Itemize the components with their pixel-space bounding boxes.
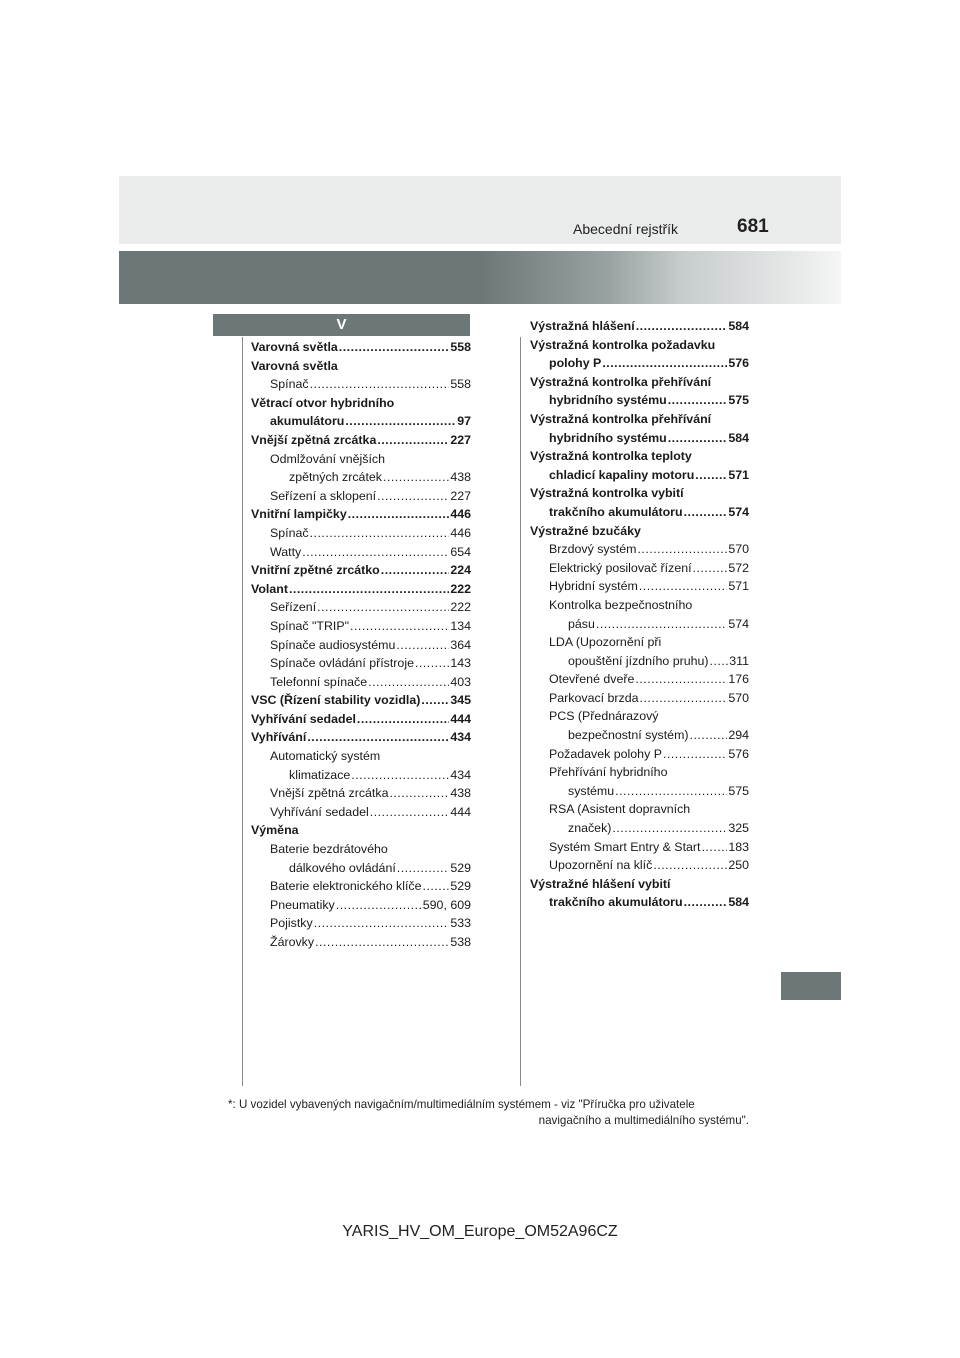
index-entry xyxy=(251,543,471,562)
index-entry-page: 575 xyxy=(728,783,749,798)
index-entry-page: 227 xyxy=(450,432,471,447)
index-entry-text: Spínač "TRIP" xyxy=(270,618,350,633)
index-entry-text: Výstražné hlášení vybití xyxy=(530,876,671,891)
index-entry xyxy=(530,633,749,652)
dot-leader xyxy=(383,468,449,487)
index-entry-text: Výstražná kontrolka teploty xyxy=(530,449,692,464)
index-entry xyxy=(251,766,471,785)
index-entry-text: hybridního systému xyxy=(549,393,667,408)
index-entry-page: 345 xyxy=(450,693,471,708)
index-entry xyxy=(530,838,749,857)
index-entry-text: bezpečnostní systém) xyxy=(568,728,689,743)
dot-leader xyxy=(317,598,449,617)
index-entry xyxy=(530,317,749,336)
index-entry-page: 576 xyxy=(728,746,749,761)
dot-leader xyxy=(357,710,449,729)
index-entry-page: 134 xyxy=(450,618,471,633)
index-entry xyxy=(530,763,749,782)
index-entry-page: 403 xyxy=(450,674,471,689)
index-entry-page: 97 xyxy=(457,414,471,429)
index-entry-text: Výstražná kontrolka vybití xyxy=(530,486,684,501)
dot-leader xyxy=(695,466,727,485)
index-entry xyxy=(251,840,471,859)
dot-leader xyxy=(310,375,450,394)
index-entry-text: Výstražná kontrolka požadavku xyxy=(530,337,716,352)
index-entry xyxy=(530,354,749,373)
index-entry-page: 529 xyxy=(450,879,471,894)
index-entry-text: RSA (Asistent dopravních xyxy=(549,802,691,817)
index-entry xyxy=(251,412,471,431)
index-entry-text: Seřízení a sklopení xyxy=(270,488,377,503)
index-entry xyxy=(530,707,749,726)
index-entry-page: 311 xyxy=(729,653,749,668)
dot-leader xyxy=(350,617,449,636)
index-entry-text: pásu xyxy=(568,616,595,631)
dot-leader xyxy=(345,412,456,431)
index-entry xyxy=(530,429,749,448)
index-entry xyxy=(251,338,471,357)
index-entry xyxy=(251,636,471,655)
dot-leader xyxy=(289,580,449,599)
index-entry xyxy=(251,524,471,543)
index-entry xyxy=(251,710,471,729)
dot-leader xyxy=(612,819,727,838)
index-entry xyxy=(251,505,471,524)
index-entry-page: 529 xyxy=(450,860,471,875)
header-gradient-bar xyxy=(119,251,841,304)
index-entry-text: značek) xyxy=(568,821,612,836)
index-entry-text: Elektrický posilovač řízení xyxy=(549,560,692,575)
index-entry-text: Parkovací brzda xyxy=(549,690,639,705)
index-entry-text: Baterie elektronického klíče xyxy=(270,879,422,894)
index-entry xyxy=(251,673,471,692)
dot-leader xyxy=(310,524,450,543)
index-entry-text: Výstražná hlášení xyxy=(530,319,635,333)
index-column-left xyxy=(251,338,471,952)
index-entry-text: Spínače audiosystému xyxy=(270,637,396,652)
index-entry xyxy=(251,598,471,617)
index-entry xyxy=(251,450,471,469)
index-entry xyxy=(251,803,471,822)
dot-leader xyxy=(339,338,450,357)
document-code: YARIS_HV_OM_Europe_OM52A96CZ xyxy=(342,1223,618,1240)
index-entry xyxy=(251,357,471,376)
dot-leader xyxy=(710,652,729,671)
index-entry xyxy=(251,617,471,636)
index-entry-text: Vyhřívání xyxy=(251,730,307,745)
index-entry-text: Varovná světla xyxy=(251,340,338,354)
dot-leader xyxy=(668,429,728,448)
index-entry xyxy=(530,540,749,559)
index-entry xyxy=(530,670,749,689)
header-band xyxy=(119,176,841,244)
index-entry-page: 222 xyxy=(450,581,471,596)
index-entry xyxy=(530,447,749,466)
index-entry-page: 654 xyxy=(450,544,471,559)
index-entry xyxy=(530,856,749,875)
index-entry-text: opouštění jízdního pruhu) xyxy=(568,653,709,668)
index-entry-text: systému xyxy=(568,783,615,798)
dot-leader xyxy=(596,615,727,634)
index-entry-text: Výstražné bzučáky xyxy=(530,523,641,538)
index-entry xyxy=(251,431,471,450)
index-entry-text: Přehřívání hybridního xyxy=(549,765,668,780)
dot-leader xyxy=(368,673,449,692)
dot-leader xyxy=(397,859,450,878)
dot-leader xyxy=(348,505,450,524)
index-entry xyxy=(530,726,749,745)
index-entry xyxy=(251,896,471,915)
index-entry-text: Automatický systém xyxy=(270,749,381,764)
dot-leader xyxy=(314,914,450,933)
index-entry xyxy=(251,487,471,506)
index-entry xyxy=(530,596,749,615)
dot-leader xyxy=(351,766,449,785)
index-entry xyxy=(251,691,471,710)
index-entry-page: 584 xyxy=(728,430,749,445)
dot-leader xyxy=(615,782,727,801)
index-entry xyxy=(530,819,749,838)
dot-leader xyxy=(423,877,450,896)
index-entry xyxy=(251,580,471,599)
index-entry-text: Seřízení xyxy=(270,600,317,615)
index-entry-page: 438 xyxy=(450,786,471,801)
index-entry xyxy=(251,728,471,747)
index-entry xyxy=(530,391,749,410)
index-entry-page: 222 xyxy=(450,600,471,615)
dot-leader xyxy=(315,933,449,952)
index-entry-text: Pojistky xyxy=(270,916,313,931)
index-entry-text: Výstražná kontrolka přehřívání xyxy=(530,411,712,426)
index-entry xyxy=(530,577,749,596)
index-entry-text: Hybridní systém xyxy=(549,579,638,594)
dot-leader xyxy=(415,654,449,673)
footnote xyxy=(228,1097,749,1128)
dot-leader xyxy=(636,317,728,336)
index-entry-text: Požadavek polohy P xyxy=(549,746,662,761)
index-entry-text: Výměna xyxy=(251,823,299,838)
index-entry xyxy=(530,503,749,522)
index-entry-text: dálkového ovládání xyxy=(289,860,396,875)
index-entry-text: Pneumatiky xyxy=(270,897,335,912)
dot-leader xyxy=(336,896,422,915)
index-entry-text: LDA (Upozornění při xyxy=(549,635,662,650)
index-entry xyxy=(251,821,471,840)
index-entry xyxy=(530,373,749,392)
index-entry-text: trakčního akumulátoru xyxy=(549,504,683,519)
index-entry-text: trakčního akumulátoru xyxy=(549,895,683,910)
index-entry-text: Brzdový systém xyxy=(549,542,637,557)
index-entry-page: 434 xyxy=(450,767,471,782)
index-entry-text: Varovná světla xyxy=(251,358,338,373)
dot-leader xyxy=(684,503,728,522)
dot-leader xyxy=(653,856,727,875)
column-divider-left xyxy=(242,337,243,1086)
index-entry-page: 584 xyxy=(728,895,749,910)
column-divider-right xyxy=(520,337,521,1086)
index-entry-text: chladicí kapaliny motoru xyxy=(549,467,695,482)
index-entry xyxy=(530,745,749,764)
index-entry xyxy=(530,652,749,671)
index-entry-page: 294 xyxy=(728,728,749,743)
index-entry-page: 533 xyxy=(450,916,471,931)
index-entry xyxy=(530,559,749,578)
dot-leader xyxy=(377,487,449,506)
index-entry-text: Vyhřívání sedadel xyxy=(270,804,369,819)
index-entry-page: 571 xyxy=(728,579,749,594)
dot-leader xyxy=(637,540,727,559)
index-entry-page: 558 xyxy=(450,340,471,354)
index-entry xyxy=(530,893,749,912)
footnote-line-1: *: U vozidel vybavených navigačním/multimediálním systémem - viz "Příručka pro uživatele xyxy=(228,1098,695,1111)
index-entry-page: 176 xyxy=(728,672,749,687)
index-entry xyxy=(251,561,471,580)
index-entry-text: Systém Smart Entry & Start xyxy=(549,839,701,854)
index-entry-page: 250 xyxy=(728,858,749,873)
index-entry-page: 574 xyxy=(728,616,749,631)
index-entry-text: Otevřené dveře xyxy=(549,672,635,687)
index-entry-text: PCS (Přednárazový xyxy=(549,709,659,724)
index-entry-page: 224 xyxy=(450,563,471,578)
index-entry-page: 444 xyxy=(450,804,471,819)
index-entry-page: 143 xyxy=(450,656,471,671)
index-entry-page: 570 xyxy=(728,542,749,557)
index-entry xyxy=(251,394,471,413)
index-entry-page: 538 xyxy=(450,935,471,949)
index-entry-page: 575 xyxy=(728,393,749,408)
index-entry xyxy=(530,466,749,485)
index-entry xyxy=(530,689,749,708)
index-entry-text: Spínač xyxy=(270,377,309,392)
index-entry xyxy=(530,875,749,894)
index-entry xyxy=(251,654,471,673)
index-entry-page: 444 xyxy=(450,711,471,726)
dot-leader xyxy=(684,893,728,912)
dot-leader xyxy=(307,728,449,747)
index-entry-text: Kontrolka bezpečnostního xyxy=(549,597,693,612)
index-entry xyxy=(530,800,749,819)
index-entry xyxy=(251,468,471,487)
index-entry xyxy=(530,336,749,355)
index-entry-text: Telefonní spínače xyxy=(270,674,368,689)
dot-leader xyxy=(396,636,449,655)
index-entry-page: 446 xyxy=(450,507,471,522)
index-entry-text: klimatizace xyxy=(289,767,351,782)
dot-leader xyxy=(690,726,728,745)
thumb-index-tab xyxy=(781,972,841,1000)
dot-leader xyxy=(381,561,450,580)
index-entry xyxy=(251,914,471,933)
index-entry xyxy=(530,484,749,503)
index-entry-text: Výstražná kontrolka přehřívání xyxy=(530,374,712,389)
dot-leader xyxy=(640,689,728,708)
index-entry-text: Žárovky xyxy=(270,935,315,949)
index-entry xyxy=(251,784,471,803)
index-entry-text: Odmlžování vnějších xyxy=(270,451,386,466)
index-entry xyxy=(530,410,749,429)
index-letter-heading: V xyxy=(213,314,470,336)
index-entry-text: akumulátoru xyxy=(270,414,345,429)
index-entry-page: 558 xyxy=(450,377,471,392)
index-entry-page: 446 xyxy=(450,525,471,540)
index-entry-page: 571 xyxy=(728,467,749,482)
index-entry-page: 364 xyxy=(450,637,471,652)
index-entry xyxy=(251,877,471,896)
index-column-right xyxy=(530,317,749,912)
index-entry xyxy=(530,782,749,801)
dot-leader xyxy=(693,559,728,578)
index-entry-text: Vnitřní lampičky xyxy=(251,507,347,522)
index-entry xyxy=(251,933,471,952)
index-entry-text: Spínače ovládání přístroje xyxy=(270,656,414,671)
index-entry-page: 183 xyxy=(728,839,749,854)
index-entry-page: 227 xyxy=(450,488,471,503)
index-entry-text: hybridního systému xyxy=(549,430,667,445)
index-entry-text: zpětných zrcátek xyxy=(289,470,382,485)
index-entry xyxy=(251,859,471,878)
dot-leader xyxy=(302,543,449,562)
index-entry-text: VSC (Řízení stability vozidla) xyxy=(251,693,421,708)
index-entry-page: 590, 609 xyxy=(422,897,471,912)
index-entry-page: 574 xyxy=(728,504,749,519)
index-entry-text: Volant xyxy=(251,581,288,596)
index-entry-page: 584 xyxy=(728,319,749,333)
dot-leader xyxy=(370,803,450,822)
index-entry xyxy=(530,615,749,634)
section-title: Abecední rejstřík xyxy=(573,221,679,237)
index-entry-text: Vnější zpětná zrcátka xyxy=(270,786,389,801)
dot-leader xyxy=(602,354,727,373)
dot-leader xyxy=(377,431,449,450)
footnote-line-2: navigačního a multimediálního systému". xyxy=(538,1113,749,1127)
dot-leader xyxy=(635,670,727,689)
index-entry-text: Upozornění na klíč xyxy=(549,858,653,873)
index-entry xyxy=(530,522,749,541)
dot-leader xyxy=(663,745,727,764)
page-number: 681 xyxy=(737,216,769,237)
dot-leader xyxy=(389,784,449,803)
index-entry-text: Watty xyxy=(270,544,302,559)
index-entry-page: 570 xyxy=(728,690,749,705)
dot-leader xyxy=(701,838,727,857)
index-entry-page: 572 xyxy=(728,560,749,575)
index-entry xyxy=(251,747,471,766)
dot-leader xyxy=(421,691,449,710)
index-entry-text: Vnější zpětná zrcátka xyxy=(251,432,377,447)
dot-leader xyxy=(668,391,728,410)
index-entry-page: 576 xyxy=(728,356,749,371)
index-entry-text: Vnitřní zpětné zrcátko xyxy=(251,563,380,578)
index-entry-text: Spínač xyxy=(270,525,309,540)
index-entry-text: Baterie bezdrátového xyxy=(270,842,388,857)
index-entry-text: polohy P xyxy=(549,356,602,371)
index-entry-page: 325 xyxy=(728,821,749,836)
index-entry-page: 434 xyxy=(450,730,471,745)
index-entry-text: Větrací otvor hybridního xyxy=(251,395,395,410)
index-entry-text: Vyhřívání sedadel xyxy=(251,711,356,726)
index-entry xyxy=(251,375,471,394)
index-entry-page: 438 xyxy=(450,470,471,485)
dot-leader xyxy=(639,577,727,596)
